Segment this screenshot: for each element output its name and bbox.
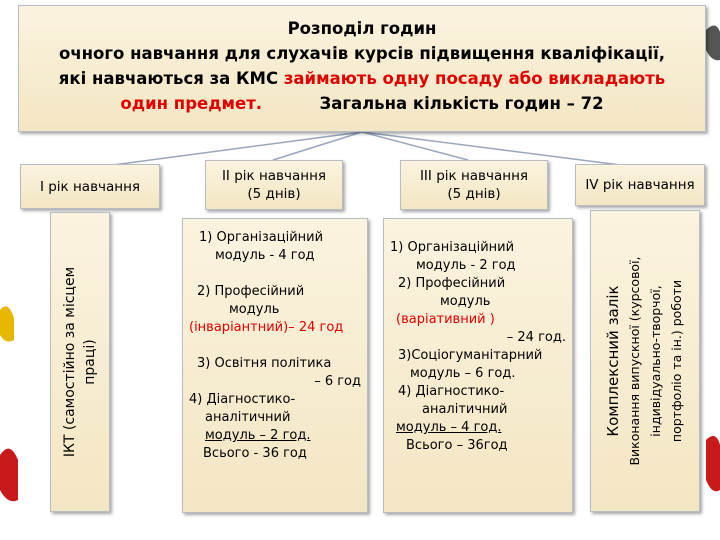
year3-line-9: 4) Діагностико-: [398, 384, 505, 399]
year2-line-5-highlight: (інваріантний)– 24 год: [189, 320, 344, 335]
year4-content-line-3: індивідуально-творчої,: [648, 285, 663, 437]
year1-content-box: [50, 212, 110, 512]
title-line-2: очного навчання для слухачів курсів підвищення кваліфікації,: [58, 44, 666, 63]
year2-line-11: Всього - 36 год: [203, 446, 307, 461]
year2-line-7: – 6 год: [314, 374, 361, 389]
year2-line-10: модуль – 2 год.: [205, 428, 311, 443]
title-line-1: Розподіл годин: [287, 19, 437, 38]
year4-header: [575, 164, 705, 206]
year2-header-line-2: (5 днів): [247, 186, 301, 202]
year3-line-12: Всього – 36год: [406, 438, 508, 453]
title-line-3-highlight: займають одну посаду або викладають: [283, 69, 666, 88]
year3-header-line-1: ІІІ рік навчання: [419, 168, 529, 184]
title-line-3-text: які навчаються за КМС: [58, 69, 284, 88]
decorative-flower-left: [0, 449, 18, 502]
title-line-4-text: Загальна кількість годин – 72: [262, 94, 604, 113]
year1-content: [60, 267, 100, 457]
year2-line-4: модуль: [229, 302, 280, 317]
decorative-leaf-left: [0, 306, 14, 341]
year3-line-1: 1) Організаційний: [390, 240, 515, 255]
year3-line-11: модуль – 4 год.: [396, 420, 502, 435]
year2-spacer-1: [189, 265, 361, 283]
connector-line-year2: [273, 132, 362, 160]
year2-header: [205, 160, 343, 210]
year2-header-line-1: ІІ рік навчання: [221, 168, 327, 184]
year2-line-3: 2) Професійний: [197, 284, 305, 299]
connector-line-year3: [362, 132, 468, 160]
year4-content-box: [590, 210, 700, 512]
year4-content-line-1: Комплексний залік: [604, 285, 622, 437]
year3-line-3: 2) Професійний: [398, 276, 506, 291]
title-line-4-highlight: один предмет.: [120, 94, 263, 113]
decorative-shape-right-bottom: [706, 436, 720, 491]
year3-line-4: модуль: [440, 294, 491, 309]
year1-content-line-2: праці): [82, 339, 98, 385]
year3-line-6: – 24 год.: [506, 330, 566, 345]
year2-content-box: [182, 218, 368, 513]
year1-header-label: І рік навчання: [39, 178, 141, 195]
year3-line-2: модуль - 2 год: [416, 258, 516, 273]
year2-line-8: 4) Діагностико-: [189, 392, 296, 407]
year4-content-line-2: Виконання випускної (курсової,: [627, 256, 642, 466]
year2-line-5: [189, 319, 361, 337]
year3-content-box: [383, 218, 573, 513]
year4-content-line-4: портфоліо та ін.) роботи: [669, 279, 684, 443]
year2-line-1: 1) Організаційний: [199, 230, 324, 245]
year2-line-2: модуль - 4 год: [215, 248, 315, 263]
year3-header-line-2: (5 днів): [447, 186, 501, 202]
year2-spacer-2: [189, 337, 361, 355]
title-line-4: [19, 91, 705, 116]
title-box: [18, 5, 706, 132]
year2-line-9: аналітичний: [205, 410, 291, 425]
year2-line-6: 3) Освітня політика: [197, 356, 332, 371]
year3-line-10: аналітичний: [422, 402, 508, 417]
title-line-3: [19, 66, 705, 91]
year1-header: [20, 164, 160, 209]
year4-header-label: IV рік навчання: [585, 177, 695, 193]
year3-line-7: 3)Соціогуманітарний: [398, 348, 543, 363]
year4-content: [603, 256, 687, 465]
year3-line-5: (варіативний ): [396, 312, 495, 327]
decorative-shape-right-top: [706, 25, 720, 60]
year3-line-8: модуль – 6 год.: [410, 366, 516, 381]
year1-content-line-1: ІКТ (самостійно за місцем: [62, 266, 78, 458]
year3-header: [400, 160, 548, 210]
